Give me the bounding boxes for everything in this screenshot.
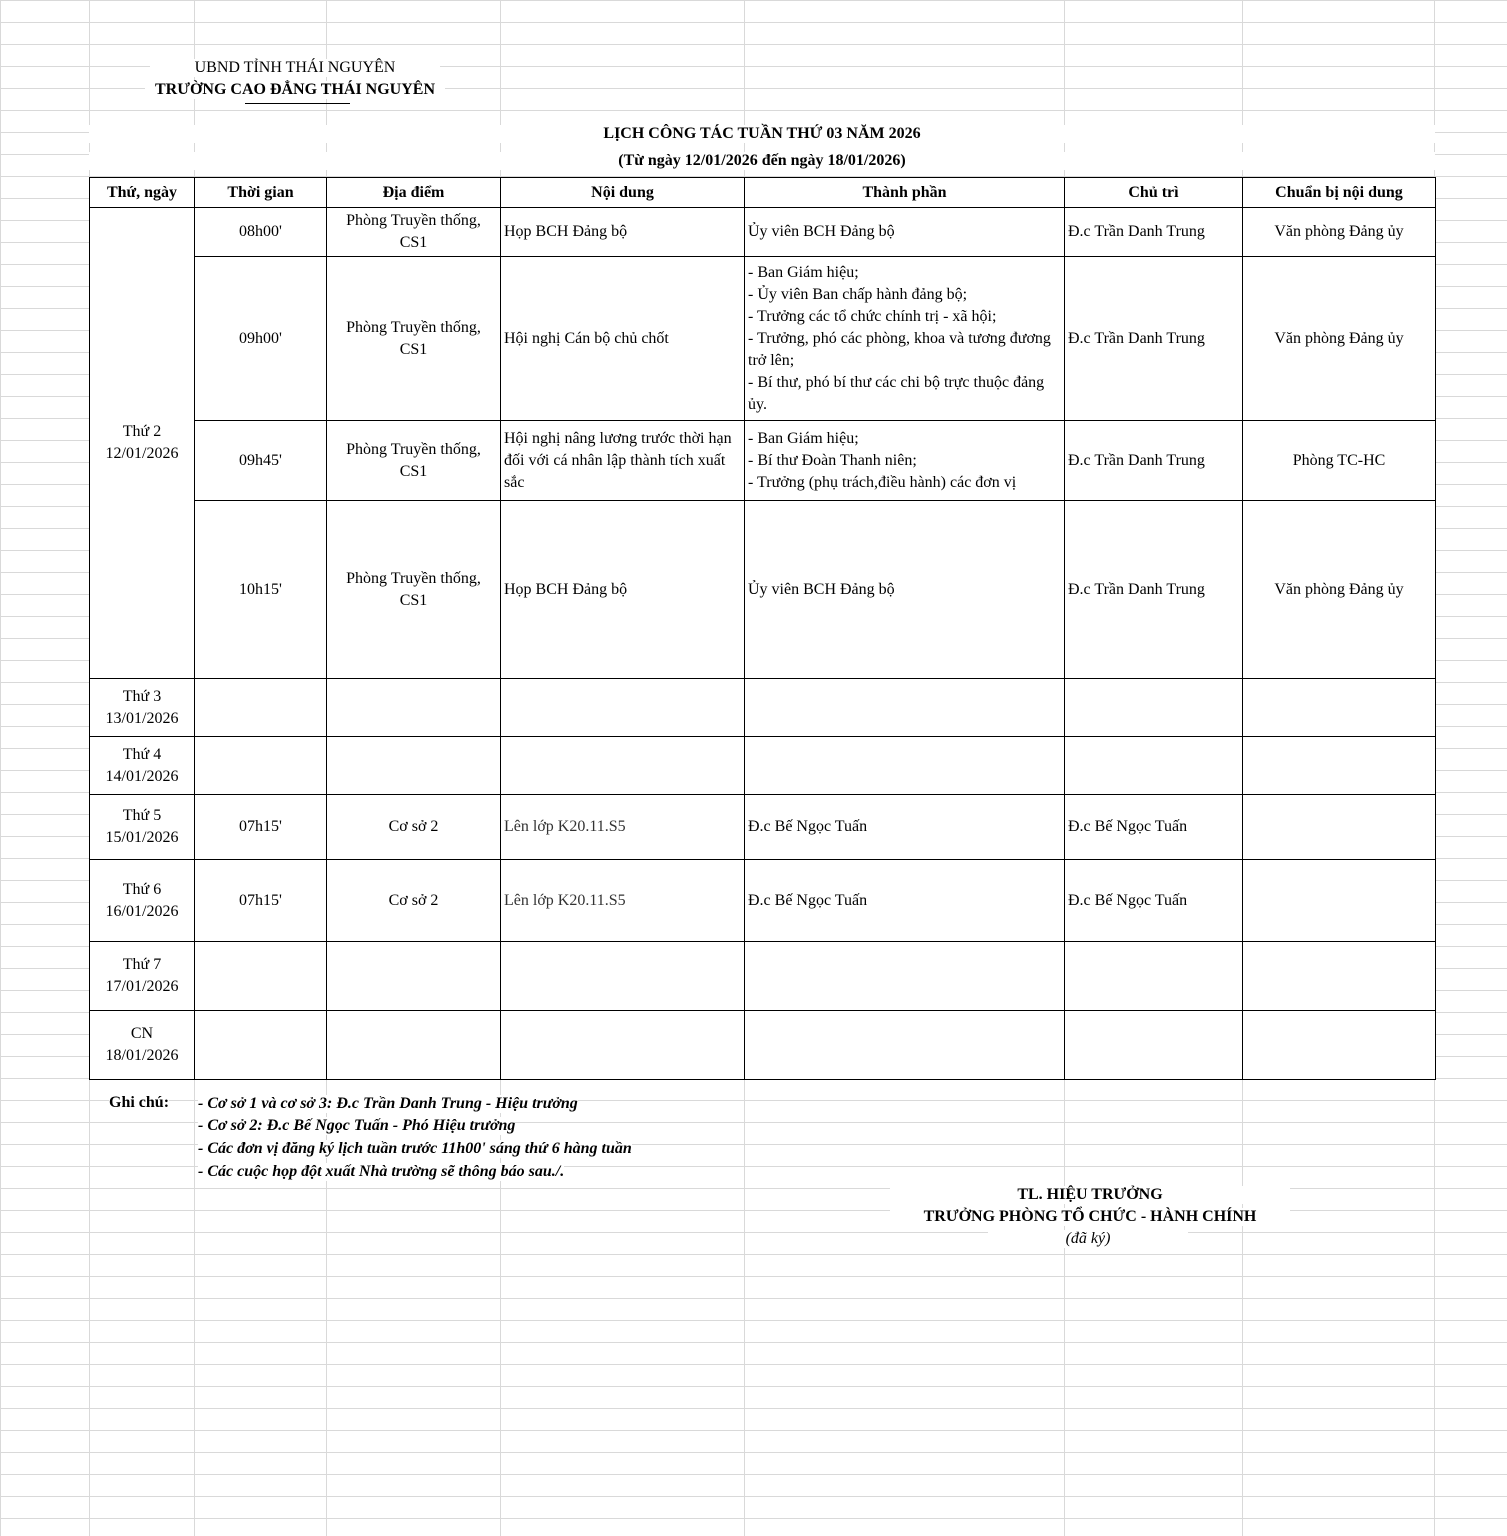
table-row [90, 421, 1436, 501]
notes-label: Ghi chú: [109, 1094, 170, 1111]
authority-name: UBND TỈNH THÁI NGUYÊN [150, 59, 440, 77]
column-header: Thành phần [745, 178, 1065, 208]
content-cell: Họp BCH Đảng bộ [501, 501, 745, 679]
schedule-table [89, 177, 1436, 1080]
chair-cell [1065, 942, 1243, 1011]
chair-cell [1065, 737, 1243, 795]
place-cell: Cơ sở 2 [327, 860, 501, 942]
table-row [90, 860, 1436, 942]
day-cell: Thứ 2 12/01/2026 [90, 208, 195, 679]
column-header: Thời gian [195, 178, 327, 208]
time-cell [195, 1011, 327, 1080]
place-cell [327, 942, 501, 1011]
time-cell: 10h15' [195, 501, 327, 679]
column-header: Địa điểm [327, 178, 501, 208]
time-cell: 09h00' [195, 257, 327, 421]
members-cell [745, 737, 1065, 795]
page-title: LỊCH CÔNG TÁC TUẦN THỨ 03 NĂM 2026 [89, 125, 1435, 143]
note-item: - Cơ sở 2: Đ.c Bế Ngọc Tuấn - Phó Hiệu trưởng [198, 1117, 516, 1134]
note-item: - Các đơn vị đăng ký lịch tuần trước 11h00' sáng thứ 6 hàng tuần [198, 1140, 632, 1157]
prep-cell [1243, 1011, 1436, 1080]
day-cell: Thứ 7 17/01/2026 [90, 942, 195, 1011]
chair-cell: Đ.c Bế Ngọc Tuấn [1065, 795, 1243, 860]
table-header-row [90, 178, 1436, 208]
day-cell: Thứ 4 14/01/2026 [90, 737, 195, 795]
time-cell [195, 737, 327, 795]
place-cell: Phòng Truyền thống, CS1 [327, 208, 501, 257]
content-cell [501, 942, 745, 1011]
time-cell [195, 942, 327, 1011]
members-cell [745, 679, 1065, 737]
place-cell [327, 737, 501, 795]
content-cell: Họp BCH Đảng bộ [501, 208, 745, 257]
column-header: Thứ, ngày [90, 178, 195, 208]
time-cell [195, 679, 327, 737]
content-cell [501, 679, 745, 737]
table-row [90, 1011, 1436, 1080]
members-cell: - Ban Giám hiệu; - Ủy viên Ban chấp hành đảng bộ; - Trưởng các tổ chức chính trị - xã hội; - Trưởng, phó các phòng, khoa và tương đương trở lên; - Bí thư, phó bí thư các chi bộ trực thuộc đảng ủy. [745, 257, 1065, 421]
chair-cell [1065, 1011, 1243, 1080]
prep-cell [1243, 860, 1436, 942]
place-cell: Phòng Truyền thống, CS1 [327, 257, 501, 421]
content-cell [501, 1011, 745, 1080]
note-item: - Cơ sở 1 và cơ sở 3: Đ.c Trần Danh Trung - Hiệu trưởng [198, 1095, 578, 1112]
table-row [90, 257, 1436, 421]
table-row [90, 737, 1436, 795]
members-cell: Ủy viên BCH Đảng bộ [745, 208, 1065, 257]
place-cell [327, 679, 501, 737]
prep-cell: Phòng TC-HC [1243, 421, 1436, 501]
content-cell: Lên lớp K20.11.S5 [501, 795, 745, 860]
place-cell [327, 1011, 501, 1080]
column-header: Chuẩn bị nội dung [1243, 178, 1436, 208]
members-cell [745, 942, 1065, 1011]
chair-cell [1065, 679, 1243, 737]
time-cell: 09h45' [195, 421, 327, 501]
content-cell: Hội nghị Cán bộ chủ chốt [501, 257, 745, 421]
table-row [90, 679, 1436, 737]
column-header: Chủ trì [1065, 178, 1243, 208]
day-cell: Thứ 3 13/01/2026 [90, 679, 195, 737]
content-cell: Hội nghị nâng lương trước thời hạn đối với cá nhân lập thành tích xuất sắc [501, 421, 745, 501]
time-cell: 07h15' [195, 795, 327, 860]
note-item: - Các cuộc họp đột xuất Nhà trường sẽ thông báo sau./. [198, 1163, 565, 1180]
table-row [90, 501, 1436, 679]
time-cell: 07h15' [195, 860, 327, 942]
table-row [90, 942, 1436, 1011]
prep-cell [1243, 679, 1436, 737]
day-cell: CN 18/01/2026 [90, 1011, 195, 1080]
day-cell: Thứ 5 15/01/2026 [90, 795, 195, 860]
content-cell [501, 737, 745, 795]
prep-cell [1243, 942, 1436, 1011]
header-underline [245, 103, 350, 104]
chair-cell: Đ.c Trần Danh Trung [1065, 421, 1243, 501]
day-cell: Thứ 6 16/01/2026 [90, 860, 195, 942]
column-header: Nội dung [501, 178, 745, 208]
chair-cell: Đ.c Bế Ngọc Tuấn [1065, 860, 1243, 942]
members-cell: Ủy viên BCH Đảng bộ [745, 501, 1065, 679]
place-cell: Phòng Truyền thống, CS1 [327, 421, 501, 501]
signature-title: TL. HIỆU TRƯỞNG [890, 1186, 1290, 1204]
prep-cell: Văn phòng Đảng ủy [1243, 257, 1436, 421]
chair-cell: Đ.c Trần Danh Trung [1065, 501, 1243, 679]
prep-cell [1243, 795, 1436, 860]
place-cell: Cơ sở 2 [327, 795, 501, 860]
members-cell: Đ.c Bế Ngọc Tuấn [745, 795, 1065, 860]
prep-cell: Văn phòng Đảng ủy [1243, 208, 1436, 257]
school-name: TRƯỜNG CAO ĐẲNG THÁI NGUYÊN [145, 81, 445, 99]
prep-cell: Văn phòng Đảng ủy [1243, 501, 1436, 679]
place-cell: Phòng Truyền thống, CS1 [327, 501, 501, 679]
members-cell: Đ.c Bế Ngọc Tuấn [745, 860, 1065, 942]
table-row [90, 795, 1436, 860]
signature-status: (đã ký) [988, 1230, 1188, 1248]
members-cell: - Ban Giám hiệu; - Bí thư Đoàn Thanh niên; - Trưởng (phụ trách,điều hành) các đơn vị [745, 421, 1065, 501]
members-cell [745, 1011, 1065, 1080]
prep-cell [1243, 737, 1436, 795]
chair-cell: Đ.c Trần Danh Trung [1065, 208, 1243, 257]
signature-position: TRƯỞNG PHÒNG TỔ CHỨC - HÀNH CHÍNH [890, 1208, 1290, 1226]
table-row [90, 208, 1436, 257]
page-subtitle: (Từ ngày 12/01/2026 đến ngày 18/01/2026) [89, 152, 1435, 170]
time-cell: 08h00' [195, 208, 327, 257]
content-cell: Lên lớp K20.11.S5 [501, 860, 745, 942]
chair-cell: Đ.c Trần Danh Trung [1065, 257, 1243, 421]
